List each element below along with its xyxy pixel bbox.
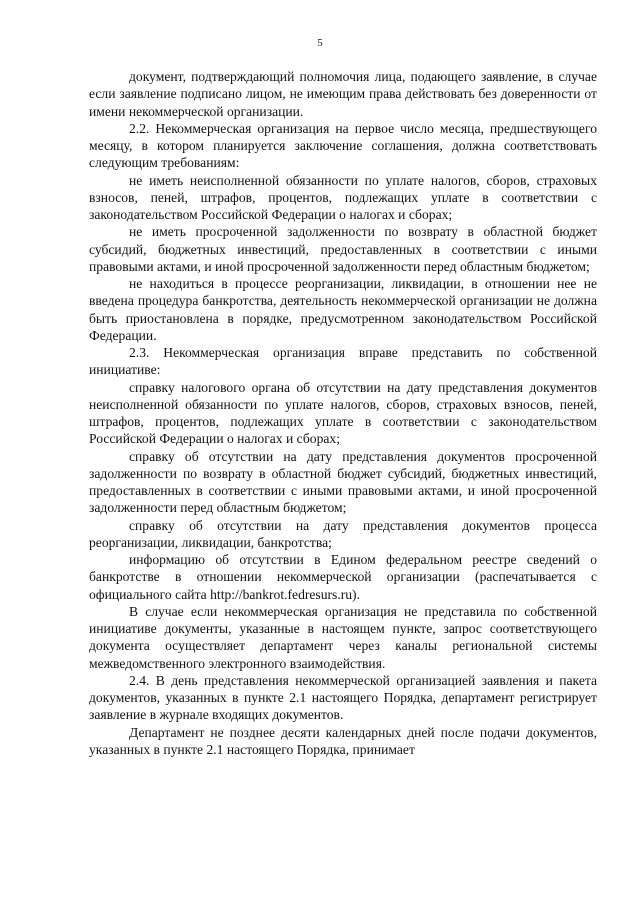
paragraph-bankruptcy-register: информацию об отсутствии в Едином федеральном реестре сведений о банкротстве в отношении некоммерческой организации (распечатывается с официального сайта http://bankrot.fedresurs.ru). <box>89 552 597 602</box>
document-body <box>89 68 597 758</box>
paragraph-section-2-3: 2.3. Некоммерческая организация вправе представить по собственной инициативе: <box>89 345 597 378</box>
paragraph-budget-debt: не иметь просроченной задолженности по возврату в областной бюджет субсидий, бюджетных инвестиций, предоставленных в соответствии с иными правовыми актами, и иной просроченной задолженности перед областным бюджетом; <box>89 224 597 274</box>
paragraph-reorganization-certificate: справку об отсутствии на дату представления документов процесса реорганизации, ликвидации, банкротства; <box>89 517 597 550</box>
paragraph-tax-obligations: не иметь неисполненной обязанности по уплате налогов, сборов, страховых взносов, пеней, штрафов, процентов, подлежащих уплате в соответствии с законодательством Российской Федерации о налогах и сборах; <box>89 172 597 222</box>
paragraph-section-2-2: 2.2. Некоммерческая организация на первое число месяца, предшествующего месяцу, в котором планируется заключение соглашения, должна соответствовать следующим требованиям: <box>89 120 597 171</box>
paragraph-interagency-request: В случае если некоммерческая организация не представила по собственной инициативе документы, указанные в настоящем пункте, запрос соответствующего документа осуществляет департамент через каналы региональной системы межведомственного электронного взаимодействия. <box>89 603 597 671</box>
paragraph-tax-certificate: справку налогового органа об отсутствии на дату представления документов неисполненной обязанности по уплате налогов, сборов, страховых взносов, пеней, штрафов, процентов, подлежащих уплате в соответствии с законодательством Российской Федерации о налогах и сборах; <box>89 379 597 447</box>
paragraph-department-decision: Департамент не позднее десяти календарных дней после подачи документов, указанных в пункте 2.1 настоящего Порядка, принимает <box>89 724 597 757</box>
paragraph-section-2-4: 2.4. В день представления некоммерческой организацией заявления и пакета документов, указанных в пункте 2.1 настоящего Порядка, департамент регистрирует заявление в журнале входящих документов. <box>89 672 597 723</box>
paragraph-reorganization-status: не находиться в процессе реорганизации, ликвидации, в отношении нее не введена процедура банкротства, деятельность некоммерческой организации не должна быть приостановлена в порядке, предусмотренном законодательством Российской Федерации. <box>89 276 597 343</box>
paragraph-debt-certificate: справку об отсутствии на дату представления документов просроченной задолженности по возврату в областной бюджет субсидий, бюджетных инвестиций, предоставленных в соответствии с иными правовыми актами, и иной просроченной задолженности перед областным бюджетом; <box>89 448 597 516</box>
page-number: 5 <box>317 37 323 49</box>
paragraph-authority-document: документ, подтверждающий полномочия лица, подающего заявление, в случае если заявление подписано лицом, не имеющим права действовать без доверенности от имени некоммерческой организации. <box>89 69 597 119</box>
